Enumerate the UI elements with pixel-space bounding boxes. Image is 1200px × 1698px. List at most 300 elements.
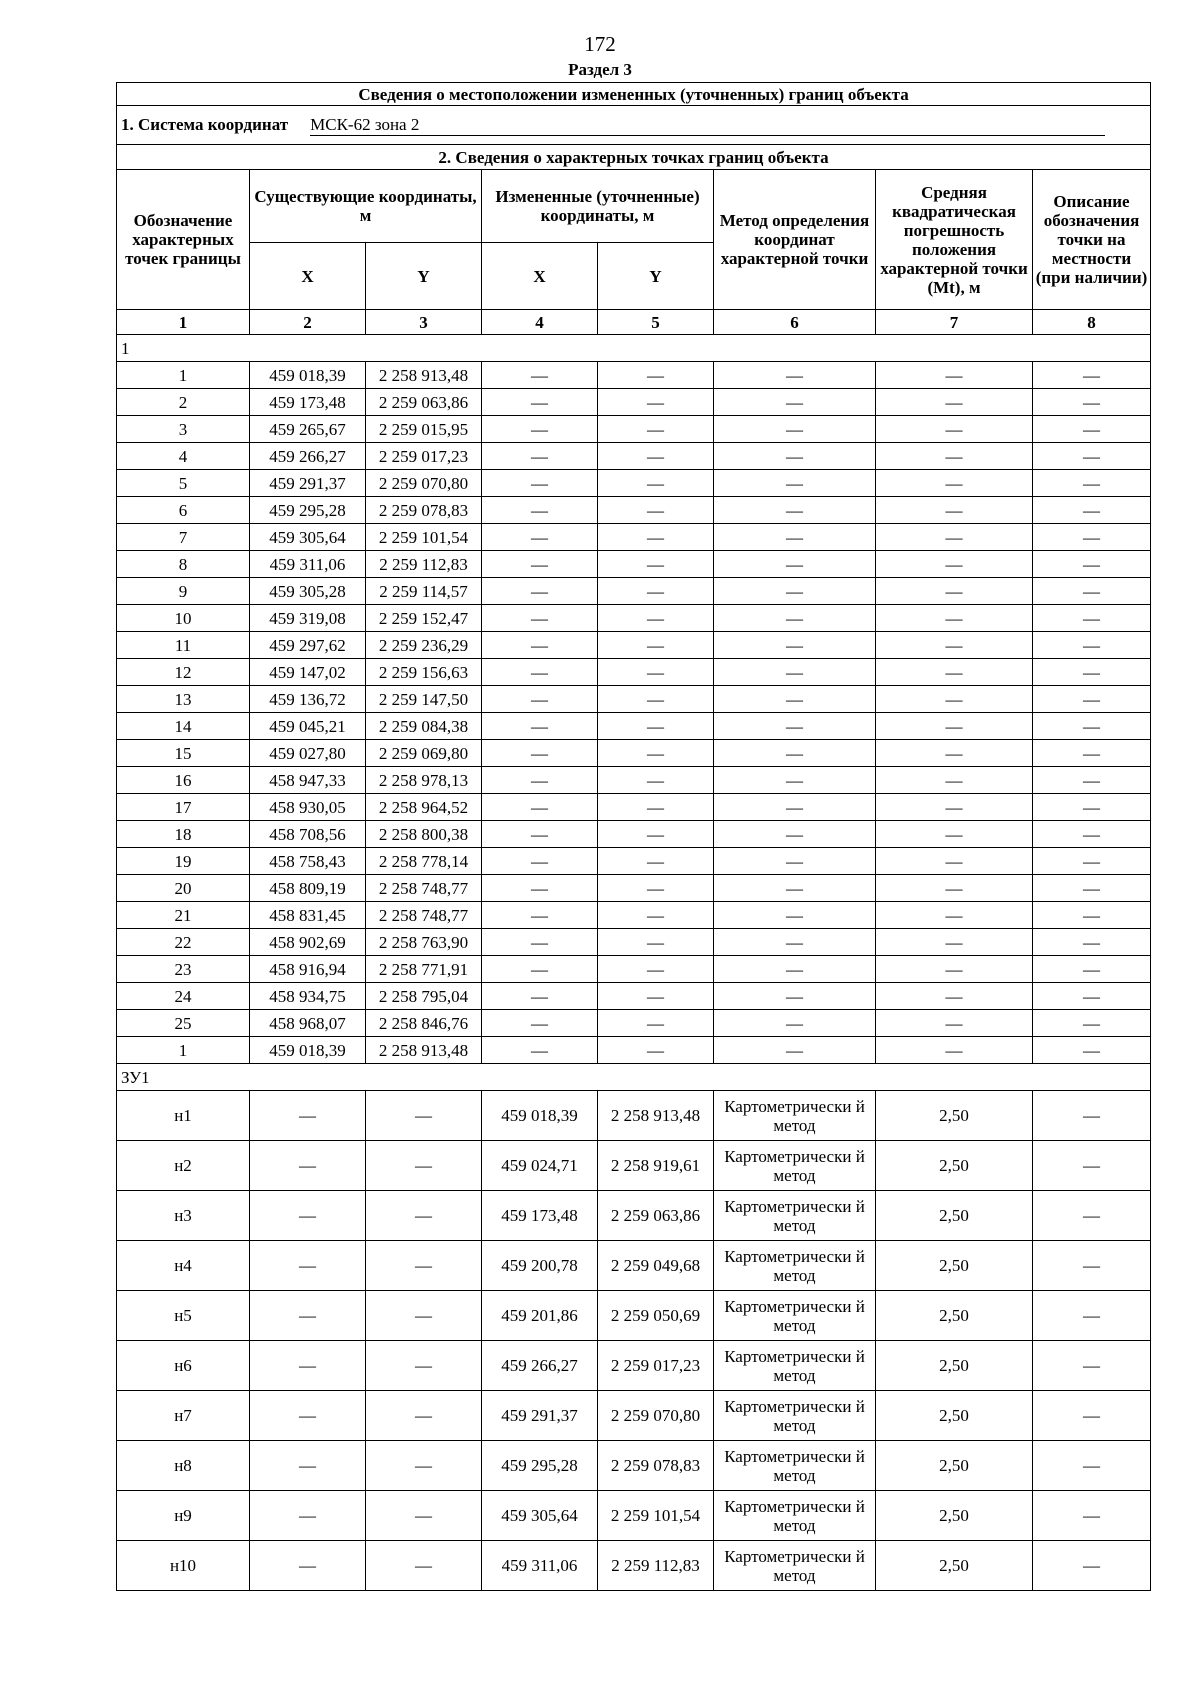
description: — (1033, 497, 1151, 524)
changed-y: — (598, 740, 714, 767)
description: — (1033, 794, 1151, 821)
error-value: — (876, 362, 1033, 389)
point-designation: н8 (117, 1441, 250, 1491)
page-number: 172 (584, 32, 616, 56)
table-row (117, 443, 1151, 470)
method: — (714, 929, 876, 956)
point-designation: 15 (117, 740, 250, 767)
existing-y: 2 258 778,14 (366, 848, 482, 875)
method: — (714, 362, 876, 389)
existing-y: — (366, 1391, 482, 1441)
method: — (714, 713, 876, 740)
changed-x: — (482, 497, 598, 524)
error-value: 2,50 (876, 1491, 1033, 1541)
description: — (1033, 1141, 1151, 1191)
error-value: 2,50 (876, 1091, 1033, 1141)
table-row (117, 794, 1151, 821)
point-designation: 12 (117, 659, 250, 686)
existing-y: 2 258 846,76 (366, 1010, 482, 1037)
coordinate-system-value: МСК-62 зона 2 (310, 115, 1105, 136)
existing-x: — (250, 1141, 366, 1191)
point-designation: 1 (117, 1037, 250, 1064)
error-value: 2,50 (876, 1541, 1033, 1591)
changed-x: — (482, 632, 598, 659)
header-existing-coords: Существующие координаты, м (250, 170, 482, 243)
existing-y: — (366, 1441, 482, 1491)
group-row (117, 335, 1151, 362)
description: — (1033, 956, 1151, 983)
changed-y: — (598, 551, 714, 578)
method: — (714, 605, 876, 632)
point-designation: н4 (117, 1241, 250, 1291)
table-row (117, 416, 1151, 443)
table-row (117, 551, 1151, 578)
existing-y: 2 259 078,83 (366, 497, 482, 524)
changed-y: 2 259 050,69 (598, 1291, 714, 1341)
changed-x: — (482, 362, 598, 389)
description: — (1033, 1491, 1151, 1541)
point-designation: н10 (117, 1541, 250, 1591)
point-designation: 24 (117, 983, 250, 1010)
changed-y: — (598, 686, 714, 713)
description: — (1033, 551, 1151, 578)
existing-x: 458 831,45 (250, 902, 366, 929)
error-value: 2,50 (876, 1441, 1033, 1491)
point-designation: н3 (117, 1191, 250, 1241)
changed-y: — (598, 443, 714, 470)
method: — (714, 875, 876, 902)
point-designation: 13 (117, 686, 250, 713)
description: — (1033, 659, 1151, 686)
point-designation: н1 (117, 1091, 250, 1141)
description: — (1033, 443, 1151, 470)
header-changed-y: Y (598, 243, 714, 310)
changed-x: — (482, 416, 598, 443)
point-designation: 4 (117, 443, 250, 470)
changed-y: — (598, 578, 714, 605)
boundary-points-table (116, 82, 1151, 1591)
existing-y: 2 259 112,83 (366, 551, 482, 578)
changed-y: — (598, 605, 714, 632)
existing-x: 458 930,05 (250, 794, 366, 821)
error-value: 2,50 (876, 1241, 1033, 1291)
header-method: Метод определения координат характерной точки (714, 170, 876, 310)
existing-x: 459 319,08 (250, 605, 366, 632)
changed-x: 459 018,39 (482, 1091, 598, 1141)
point-designation: 14 (117, 713, 250, 740)
description: — (1033, 1391, 1151, 1441)
point-designation: 25 (117, 1010, 250, 1037)
changed-y: 2 259 112,83 (598, 1541, 714, 1591)
method: — (714, 416, 876, 443)
changed-x: — (482, 713, 598, 740)
existing-y: 2 258 795,04 (366, 983, 482, 1010)
existing-x: 459 291,37 (250, 470, 366, 497)
error-value: — (876, 956, 1033, 983)
error-value: — (876, 443, 1033, 470)
group-name: ЗУ1 (117, 1064, 1151, 1091)
error-value: — (876, 875, 1033, 902)
description: — (1033, 389, 1151, 416)
table-row (117, 389, 1151, 416)
existing-y: 2 259 236,29 (366, 632, 482, 659)
description: — (1033, 470, 1151, 497)
point-designation: н9 (117, 1491, 250, 1541)
changed-x: — (482, 389, 598, 416)
changed-y: — (598, 875, 714, 902)
description: — (1033, 821, 1151, 848)
existing-x: 459 311,06 (250, 551, 366, 578)
changed-y: — (598, 956, 714, 983)
existing-x: 459 266,27 (250, 443, 366, 470)
existing-y: — (366, 1241, 482, 1291)
table-row (117, 686, 1151, 713)
table-row (117, 1391, 1151, 1441)
changed-x: — (482, 686, 598, 713)
method: — (714, 578, 876, 605)
error-value: — (876, 713, 1033, 740)
method: Картометрически й метод (714, 1391, 876, 1441)
changed-x: — (482, 983, 598, 1010)
section-title: Раздел 3 (568, 60, 632, 79)
changed-x: — (482, 470, 598, 497)
point-designation: 10 (117, 605, 250, 632)
changed-x: 459 291,37 (482, 1391, 598, 1441)
error-value: — (876, 389, 1033, 416)
changed-y: — (598, 659, 714, 686)
table-row (117, 1037, 1151, 1064)
error-value: — (876, 470, 1033, 497)
method: — (714, 821, 876, 848)
existing-x: — (250, 1241, 366, 1291)
changed-y: 2 259 078,83 (598, 1441, 714, 1491)
error-value: 2,50 (876, 1191, 1033, 1241)
table-row (117, 875, 1151, 902)
existing-y: 2 258 978,13 (366, 767, 482, 794)
error-value: — (876, 659, 1033, 686)
error-value: — (876, 524, 1033, 551)
changed-y: — (598, 767, 714, 794)
table-row (117, 632, 1151, 659)
description: — (1033, 1241, 1151, 1291)
existing-y: 2 259 017,23 (366, 443, 482, 470)
changed-y: — (598, 362, 714, 389)
existing-x: — (250, 1091, 366, 1141)
method: — (714, 686, 876, 713)
error-value: — (876, 1010, 1033, 1037)
changed-x: — (482, 524, 598, 551)
point-designation: 7 (117, 524, 250, 551)
existing-x: 459 265,67 (250, 416, 366, 443)
changed-y: 2 258 913,48 (598, 1091, 714, 1141)
column-number: 4 (482, 310, 598, 335)
changed-x: — (482, 1010, 598, 1037)
column-number: 1 (117, 310, 250, 335)
table-row (117, 524, 1151, 551)
existing-x: — (250, 1391, 366, 1441)
changed-y: — (598, 470, 714, 497)
description: — (1033, 416, 1151, 443)
table-row (117, 1341, 1151, 1391)
changed-y: 2 259 063,86 (598, 1191, 714, 1241)
method: — (714, 956, 876, 983)
table-row (117, 929, 1151, 956)
existing-x: 458 809,19 (250, 875, 366, 902)
error-value: — (876, 497, 1033, 524)
point-designation: 8 (117, 551, 250, 578)
point-designation: 6 (117, 497, 250, 524)
method: — (714, 767, 876, 794)
column-number: 3 (366, 310, 482, 335)
method: Картометрически й метод (714, 1141, 876, 1191)
existing-y: 2 259 084,38 (366, 713, 482, 740)
table-title: Сведения о местоположении измененных (уточненных) границ объекта (117, 83, 1151, 106)
table-row (117, 1241, 1151, 1291)
method: Картометрически й метод (714, 1191, 876, 1241)
changed-x: — (482, 551, 598, 578)
point-designation: 23 (117, 956, 250, 983)
method: Картометрически й метод (714, 1341, 876, 1391)
existing-x: 459 305,64 (250, 524, 366, 551)
point-designation: 2 (117, 389, 250, 416)
column-number: 5 (598, 310, 714, 335)
existing-x: 459 018,39 (250, 1037, 366, 1064)
existing-x: 459 045,21 (250, 713, 366, 740)
existing-x: — (250, 1541, 366, 1591)
table-row (117, 983, 1151, 1010)
existing-x: — (250, 1191, 366, 1241)
changed-x: — (482, 848, 598, 875)
existing-y: — (366, 1491, 482, 1541)
group-name: 1 (117, 335, 1151, 362)
changed-x: — (482, 740, 598, 767)
method: — (714, 443, 876, 470)
error-value: — (876, 632, 1033, 659)
changed-x: — (482, 929, 598, 956)
existing-y: 2 258 913,48 (366, 362, 482, 389)
existing-x: 458 968,07 (250, 1010, 366, 1037)
description: — (1033, 686, 1151, 713)
existing-y: 2 258 763,90 (366, 929, 482, 956)
description: — (1033, 632, 1151, 659)
description: — (1033, 605, 1151, 632)
method: — (714, 632, 876, 659)
description: — (1033, 983, 1151, 1010)
point-designation: н2 (117, 1141, 250, 1191)
existing-y: 2 259 147,50 (366, 686, 482, 713)
changed-x: — (482, 443, 598, 470)
method: Картометрически й метод (714, 1491, 876, 1541)
changed-x: — (482, 821, 598, 848)
existing-y: — (366, 1291, 482, 1341)
error-value: — (876, 848, 1033, 875)
changed-y: 2 259 017,23 (598, 1341, 714, 1391)
existing-x: 458 947,33 (250, 767, 366, 794)
column-number: 6 (714, 310, 876, 335)
existing-x: 458 916,94 (250, 956, 366, 983)
changed-y: — (598, 497, 714, 524)
changed-y: — (598, 902, 714, 929)
error-value: — (876, 1037, 1033, 1064)
header-changed-x: X (482, 243, 598, 310)
point-designation: 20 (117, 875, 250, 902)
changed-x: 459 266,27 (482, 1341, 598, 1391)
method: — (714, 794, 876, 821)
changed-x: — (482, 956, 598, 983)
changed-y: 2 259 049,68 (598, 1241, 714, 1291)
header-existing-x: X (250, 243, 366, 310)
changed-y: 2 259 070,80 (598, 1391, 714, 1441)
existing-x: — (250, 1291, 366, 1341)
header-designation: Обозначение характерных точек границы (117, 170, 250, 310)
subsection-title: 2. Сведения о характерных точках границ объекта (117, 145, 1151, 170)
point-designation: 19 (117, 848, 250, 875)
existing-x: 459 305,28 (250, 578, 366, 605)
method: — (714, 983, 876, 1010)
group-row (117, 1064, 1151, 1091)
changed-y: — (598, 416, 714, 443)
point-designation: 18 (117, 821, 250, 848)
changed-x: — (482, 659, 598, 686)
existing-y: 2 259 015,95 (366, 416, 482, 443)
error-value: 2,50 (876, 1391, 1033, 1441)
table-row (117, 470, 1151, 497)
changed-y: — (598, 983, 714, 1010)
point-designation: 16 (117, 767, 250, 794)
error-value: 2,50 (876, 1291, 1033, 1341)
changed-x: 459 295,28 (482, 1441, 598, 1491)
error-value: — (876, 821, 1033, 848)
changed-x: 459 200,78 (482, 1241, 598, 1291)
existing-y: 2 259 152,47 (366, 605, 482, 632)
table-row (117, 605, 1151, 632)
changed-y: 2 258 919,61 (598, 1141, 714, 1191)
table-row (117, 578, 1151, 605)
existing-x: 459 295,28 (250, 497, 366, 524)
header-error: Средняя квадратическая погрешность положения характерной точки (Mt), м (876, 170, 1033, 310)
existing-x: 459 018,39 (250, 362, 366, 389)
changed-x: — (482, 605, 598, 632)
point-designation: 22 (117, 929, 250, 956)
table-row (117, 902, 1151, 929)
header-existing-y: Y (366, 243, 482, 310)
description: — (1033, 1091, 1151, 1141)
existing-x: 458 934,75 (250, 983, 366, 1010)
description: — (1033, 578, 1151, 605)
existing-x: 459 136,72 (250, 686, 366, 713)
method: — (714, 389, 876, 416)
method: — (714, 497, 876, 524)
description: — (1033, 1191, 1151, 1241)
changed-x: — (482, 578, 598, 605)
method: — (714, 551, 876, 578)
existing-y: 2 258 964,52 (366, 794, 482, 821)
error-value: — (876, 902, 1033, 929)
error-value: — (876, 929, 1033, 956)
description: — (1033, 875, 1151, 902)
description: — (1033, 848, 1151, 875)
changed-x: 459 311,06 (482, 1541, 598, 1591)
point-designation: н7 (117, 1391, 250, 1441)
existing-x: — (250, 1441, 366, 1491)
description: — (1033, 767, 1151, 794)
coordinate-system-label: 1. Система координат (121, 114, 289, 134)
changed-x: — (482, 794, 598, 821)
existing-y: 2 258 771,91 (366, 956, 482, 983)
changed-x: 459 024,71 (482, 1141, 598, 1191)
changed-y: — (598, 848, 714, 875)
description: — (1033, 1010, 1151, 1037)
method: — (714, 659, 876, 686)
existing-y: 2 259 063,86 (366, 389, 482, 416)
description: — (1033, 1341, 1151, 1391)
changed-y: — (598, 794, 714, 821)
table-row (117, 659, 1151, 686)
point-designation: 1 (117, 362, 250, 389)
method: Картометрически й метод (714, 1091, 876, 1141)
method: Картометрически й метод (714, 1541, 876, 1591)
existing-x: — (250, 1491, 366, 1541)
table-row (117, 713, 1151, 740)
error-value: — (876, 740, 1033, 767)
error-value: 2,50 (876, 1141, 1033, 1191)
error-value: — (876, 794, 1033, 821)
changed-x: — (482, 902, 598, 929)
changed-y: — (598, 929, 714, 956)
point-designation: 11 (117, 632, 250, 659)
coordinate-system-row (117, 106, 1151, 145)
existing-y: 2 258 748,77 (366, 902, 482, 929)
error-value: — (876, 767, 1033, 794)
column-number: 7 (876, 310, 1033, 335)
existing-y: — (366, 1541, 482, 1591)
table-row (117, 848, 1151, 875)
error-value: 2,50 (876, 1341, 1033, 1391)
existing-y: — (366, 1141, 482, 1191)
description: — (1033, 902, 1151, 929)
changed-y: — (598, 1037, 714, 1064)
method: — (714, 740, 876, 767)
existing-y: — (366, 1191, 482, 1241)
error-value: — (876, 686, 1033, 713)
table-row (117, 497, 1151, 524)
existing-x: — (250, 1341, 366, 1391)
method: — (714, 1010, 876, 1037)
column-number: 8 (1033, 310, 1151, 335)
changed-x: — (482, 767, 598, 794)
method: — (714, 1037, 876, 1064)
changed-x: 459 173,48 (482, 1191, 598, 1241)
table-row (117, 821, 1151, 848)
method: — (714, 524, 876, 551)
existing-x: 458 758,43 (250, 848, 366, 875)
description: — (1033, 713, 1151, 740)
changed-y: — (598, 632, 714, 659)
error-value: — (876, 983, 1033, 1010)
changed-y: — (598, 1010, 714, 1037)
existing-y: 2 259 114,57 (366, 578, 482, 605)
existing-x: 459 027,80 (250, 740, 366, 767)
changed-y: — (598, 524, 714, 551)
existing-x: 459 297,62 (250, 632, 366, 659)
existing-x: 459 173,48 (250, 389, 366, 416)
existing-y: 2 258 748,77 (366, 875, 482, 902)
existing-y: 2 258 800,38 (366, 821, 482, 848)
header-description: Описание обозначения точки на местности (при наличии) (1033, 170, 1151, 310)
error-value: — (876, 578, 1033, 605)
method: — (714, 848, 876, 875)
point-designation: н5 (117, 1291, 250, 1341)
